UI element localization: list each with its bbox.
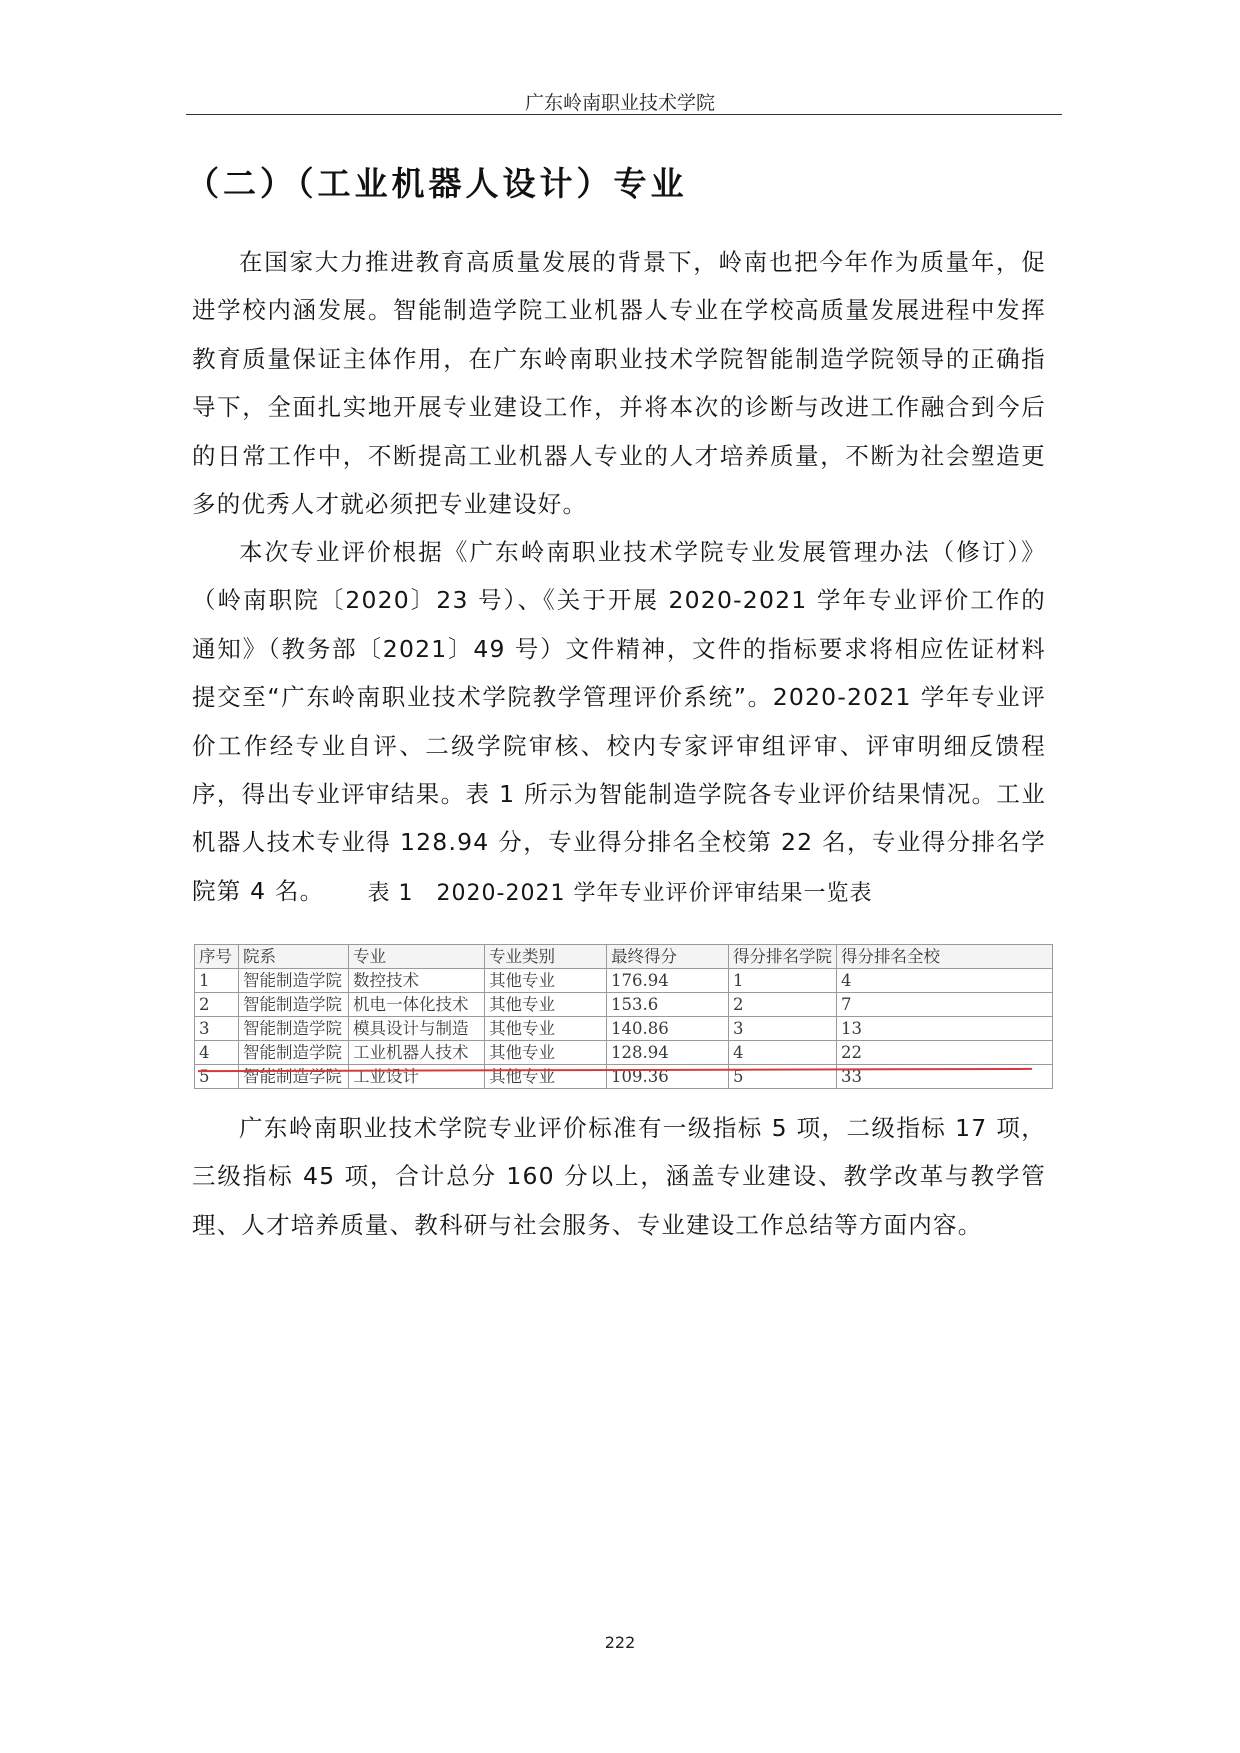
page-number: 222 (604, 1633, 636, 1652)
table-cell: 109.36 (607, 1065, 729, 1089)
body-paragraph-3: 广东岭南职业技术学院专业评价标准有一级指标 5 项，二级指标 17 项，三级指标 45 项，合计总分 160 分以上，涵盖专业建设、教学改革与教学管理、人才培养质量、教科研与社会服务、专业建设工作总结等方面内容。 (192, 1114, 1046, 1239)
evaluation-results-table-image (194, 944, 1052, 1090)
header-divider (186, 114, 1062, 115)
table-cell: 4 (837, 969, 1053, 993)
table-cell: 140.86 (607, 1017, 729, 1041)
table-cell: 5 (729, 1065, 837, 1089)
table-row (195, 969, 1053, 993)
header-cell-final-score: 最终得分 (607, 945, 729, 969)
table-cell: 2 (195, 993, 239, 1017)
table-cell: 153.6 (607, 993, 729, 1017)
table-header-row (195, 945, 1053, 969)
table-cell: 128.94 (607, 1041, 729, 1065)
table-cell: 其他专业 (485, 993, 607, 1017)
table-cell: 智能制造学院 (239, 1041, 349, 1065)
table-row (195, 1017, 1053, 1041)
body-paragraph-1: 在国家大力推进教育高质量发展的背景下，岭南也把今年作为质量年，促进学校内涵发展。智能制造学院工业机器人专业在学校高质量发展进程中发挥教育质量保证主体作用，在广东岭南职业技术学院智能制造学院领导的正确指导下，全面扎实地开展专业建设工作，并将本次的诊断与改进工作融合到今后的日常工作中，不断提高工业机器人专业的人才培养质量，不断为社会塑造更多的优秀人才就必须把专业建设好。 (192, 248, 1046, 519)
section-title: （二）（工业机器人设计）专业 (186, 164, 688, 203)
table-cell: 其他专业 (485, 969, 607, 993)
table-cell: 13 (837, 1017, 1053, 1041)
running-header: 广东岭南职业技术学院 (524, 92, 715, 114)
table-caption: 表 1 2020-2021 学年专业评价评审结果一览表 (367, 881, 873, 906)
table-cell: 3 (195, 1017, 239, 1041)
table-cell: 智能制造学院 (239, 1065, 349, 1089)
table-cell: 其他专业 (485, 1041, 607, 1065)
table-cell: 其他专业 (485, 1065, 607, 1089)
table-row-highlighted (195, 1041, 1053, 1065)
header-cell-rank-school: 得分排名全校 (837, 945, 1053, 969)
table-cell: 其他专业 (485, 1017, 607, 1041)
table-cell: 智能制造学院 (239, 993, 349, 1017)
table-cell: 5 (195, 1065, 239, 1089)
header-cell-category: 专业类别 (485, 945, 607, 969)
header-cell-index: 序号 (195, 945, 239, 969)
body-paragraph-2: 本次专业评价根据《广东岭南职业技术学院专业发展管理办法（修订）》（岭南职院〔2020〕23 号）、《关于开展 2020-2021 学年专业评价工作的通知》（教务部〔2021〕49 号）文件精神，文件的指标要求将相应佐证材料提交至“广东岭南职业技术学院教学管理评价系统”。2020-2021 学年专业评价工作经专业自评、二级学院审核、校内专家评审组评审、评审明细反馈程序，得出专业评审结果。表 1 所示为智能制造学院各专业评价结果情况。工业机器人技术专业得 128.94 分，专业得分排名全校第 22 名，专业得分排名学院第 4 名。 (192, 538, 1046, 905)
table-cell: 数控技术 (349, 969, 485, 993)
table-cell: 1 (729, 969, 837, 993)
table-cell: 3 (729, 1017, 837, 1041)
table-cell: 176.94 (607, 969, 729, 993)
table-cell: 工业机器人技术 (349, 1041, 485, 1065)
table-cell: 22 (837, 1041, 1053, 1065)
table-cell: 4 (195, 1041, 239, 1065)
table-cell: 模具设计与制造 (349, 1017, 485, 1041)
table-cell: 2 (729, 993, 837, 1017)
table-cell: 1 (195, 969, 239, 993)
table-cell: 工业设计 (349, 1065, 485, 1089)
table-cell: 7 (837, 993, 1053, 1017)
table-cell: 智能制造学院 (239, 969, 349, 993)
header-cell-rank-college: 得分排名学院 (729, 945, 837, 969)
table-row (195, 993, 1053, 1017)
table-cell: 4 (729, 1041, 837, 1065)
table-cell: 33 (837, 1065, 1053, 1089)
header-cell-department: 院系 (239, 945, 349, 969)
table-cell: 机电一体化技术 (349, 993, 485, 1017)
header-cell-major: 专业 (349, 945, 485, 969)
table-cell: 智能制造学院 (239, 1017, 349, 1041)
